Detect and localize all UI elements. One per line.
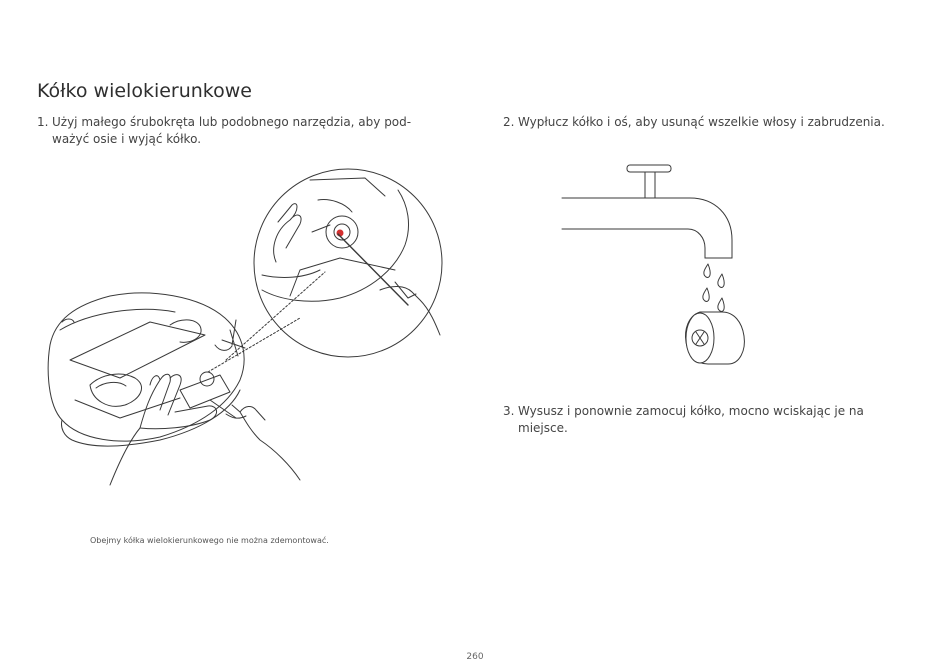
step-2-text: Wypłucz kółko i oś, aby usunąć wszelkie włosy i zabrudzenia. <box>518 115 885 129</box>
note-text: Obejmy kółka wielokierunkowego nie można zdemontować. <box>90 536 329 545</box>
page-number: 260 <box>466 652 484 662</box>
step-3-number: 3. <box>503 404 515 418</box>
step-3-text: Wysusz i ponownie zamocuj kółko, mocno wciskając je na miejsce. <box>518 404 864 435</box>
faucet-icon <box>562 165 732 258</box>
page-title: Kółko wielokierunkowe <box>37 80 252 102</box>
step-1-text: Użyj małego śrubokręta lub podobnego narzędzia, aby pod-ważyć osie i wyjąć kółko. <box>52 115 412 146</box>
step-2-number: 2. <box>503 115 515 129</box>
caster-wheel-icon <box>686 312 745 364</box>
step-1-number: 1. <box>37 115 49 129</box>
water-drops-icon <box>703 264 724 311</box>
